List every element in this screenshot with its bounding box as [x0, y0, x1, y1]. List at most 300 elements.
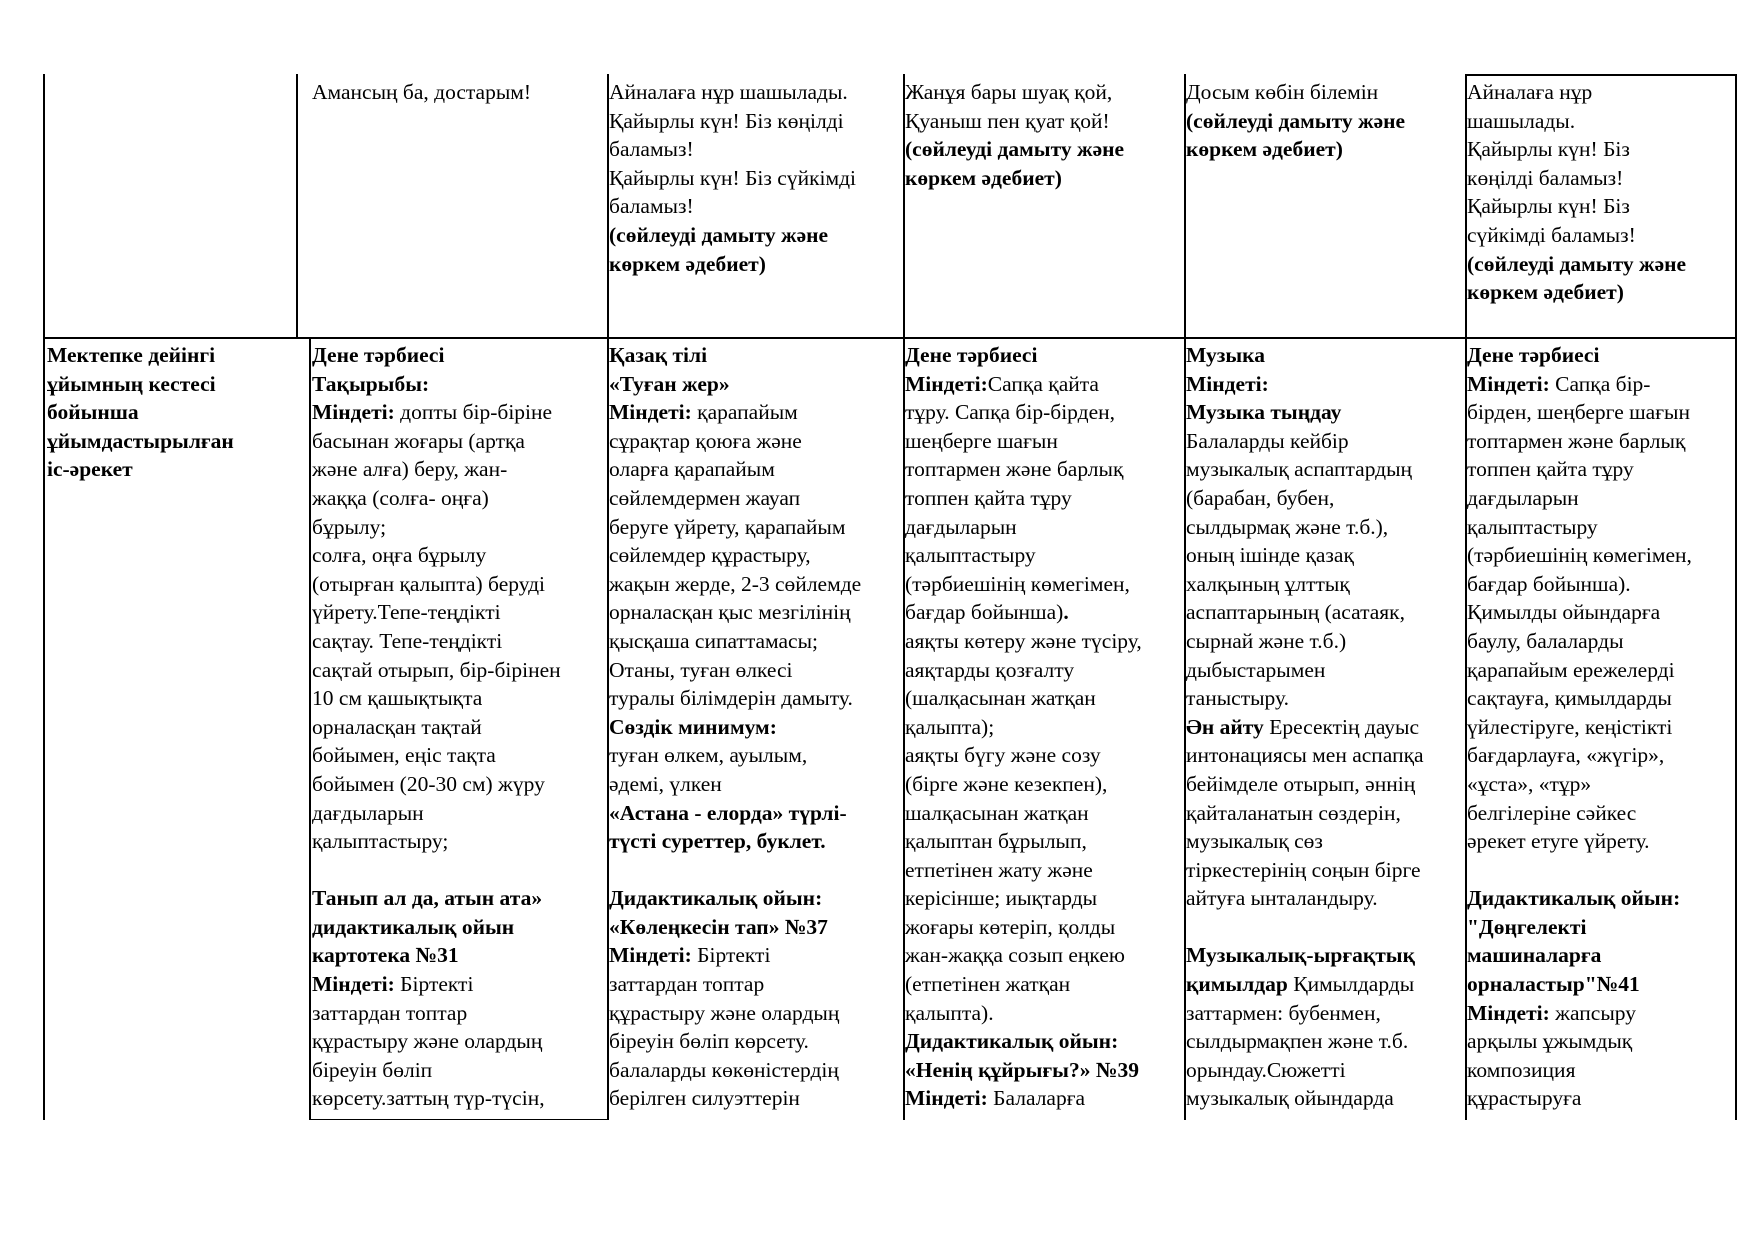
text-line	[905, 856, 1183, 885]
text: бойымен, еңіс тақта	[312, 743, 496, 768]
bold-text: көркем әдебиет)	[1186, 137, 1343, 162]
text-line	[609, 913, 902, 942]
bold-text: (сөйлеуді дамыту және	[905, 137, 1125, 162]
text-line	[47, 455, 305, 484]
text: жоғары көтеріп, қолды	[905, 914, 1116, 939]
bold-text: Дене тәрбиесі	[312, 343, 445, 367]
text-line	[312, 884, 605, 913]
text: үйлестіруге, кеңістікті	[1467, 714, 1673, 739]
text-line	[1186, 513, 1464, 542]
bold-text: көркем әдебиет)	[609, 251, 766, 276]
text: аспаптарының (асатаяк,	[1186, 600, 1405, 625]
text-line	[312, 541, 605, 570]
text-line	[1467, 484, 1734, 513]
bold-text: (сөйлеуді дамыту және	[609, 222, 829, 247]
text-line	[312, 770, 605, 799]
text: топпен қайта тұру	[1467, 457, 1634, 482]
greeting-cell-col5	[1467, 78, 1733, 307]
text-line	[905, 1027, 1183, 1056]
text: Қуаныш пен қуат қой!	[905, 108, 1110, 133]
text-line	[312, 713, 605, 742]
text-line	[1467, 684, 1734, 713]
text: қалыптастыру;	[312, 829, 449, 854]
text-line	[1467, 627, 1734, 656]
text-line	[609, 135, 901, 164]
text-line	[905, 713, 1183, 742]
text: қалыптастыру	[1467, 514, 1598, 539]
text-line	[312, 741, 605, 770]
text-line	[312, 970, 605, 999]
text-line	[609, 370, 902, 399]
text-line	[47, 370, 305, 399]
text-line	[312, 370, 605, 399]
text: көрсету.заттың түр-түсін,	[312, 1086, 545, 1111]
text-line	[1467, 221, 1733, 250]
text: сұрақтар қоюға және	[609, 428, 802, 453]
text: әдемі, үлкен	[609, 771, 722, 796]
text: (етпетінен жатқан	[905, 972, 1071, 997]
text: қайталанатын сөздерін,	[1186, 800, 1401, 825]
text-line	[609, 541, 902, 570]
text-line	[1186, 770, 1464, 799]
text: баламыз!	[609, 137, 694, 162]
bold-text: Міндеті:	[609, 400, 698, 425]
text-line	[905, 656, 1183, 685]
text-line	[905, 799, 1183, 828]
text-line	[312, 999, 605, 1028]
text-line	[312, 78, 604, 107]
row-label-organized-activity	[47, 341, 305, 484]
text-line	[1467, 741, 1734, 770]
text-line	[1467, 278, 1733, 307]
text-line	[312, 1084, 605, 1113]
text: біреуін бөліп көрсету.	[609, 1029, 809, 1054]
text-line	[312, 570, 605, 599]
text-line	[905, 341, 1183, 370]
text-line	[312, 513, 605, 542]
text-line	[1467, 713, 1734, 742]
text-line	[905, 541, 1183, 570]
text-line	[609, 513, 902, 542]
bold-text: орналастыр"№41	[1467, 972, 1640, 997]
bold-text: "Дөңгелекті	[1467, 914, 1587, 939]
bold-text: Музыкалық-ырғақтық	[1186, 943, 1415, 968]
text: музыкалық аспаптардың	[1186, 457, 1413, 482]
text-line	[1467, 799, 1734, 828]
cell-bottom-border	[309, 1119, 607, 1120]
text: Қайырлы күн! Біз	[1467, 194, 1630, 219]
text-line	[312, 1056, 605, 1085]
text-line	[609, 398, 902, 427]
text-line	[609, 164, 901, 193]
activity-cell-col3	[905, 341, 1183, 1113]
text-line	[905, 827, 1183, 856]
text-line	[1467, 250, 1733, 279]
text-line	[1186, 1056, 1464, 1085]
text-line	[905, 78, 1182, 107]
text-line	[1467, 192, 1733, 221]
text-line	[312, 484, 605, 513]
text-line	[312, 427, 605, 456]
text-line	[1186, 1027, 1464, 1056]
bold-text: Міндеті:	[609, 943, 698, 968]
text-line	[1467, 541, 1734, 570]
text: бағдар бойынша)	[905, 600, 1064, 625]
text: оларға қарапайым	[609, 457, 775, 482]
text: Сапқа қайта	[987, 371, 1099, 396]
text-line	[905, 455, 1183, 484]
bold-text: көркем әдебиет)	[1467, 280, 1624, 305]
text-line	[905, 1084, 1183, 1113]
text: сырнай және т.б.)	[1186, 628, 1347, 653]
text: дағдыларын	[905, 514, 1017, 539]
text-line	[905, 684, 1183, 713]
text: Қайырлы күн! Біз сүйкімді	[609, 165, 857, 190]
text: шашылады.	[1467, 108, 1576, 133]
text-line	[312, 341, 605, 370]
text: (бірге және кезекпен),	[905, 771, 1108, 796]
text-line	[1467, 999, 1734, 1028]
text: жан-жаққа созып еңкею	[905, 943, 1125, 968]
text-line	[905, 970, 1183, 999]
text: қалыптан бұрылып,	[905, 829, 1087, 854]
text: орындау.Сюжетті	[1186, 1057, 1346, 1082]
text-line	[1467, 398, 1734, 427]
text: оның ішінде қазақ	[1186, 543, 1354, 568]
text-line	[609, 941, 902, 970]
text-line	[1186, 656, 1464, 685]
text-line	[609, 250, 901, 279]
row-divider	[43, 337, 1737, 339]
text-line	[905, 884, 1183, 913]
text: айтуға ынталандыру.	[1186, 886, 1378, 911]
text-line	[1186, 941, 1464, 970]
bold-text: Міндеті:	[1467, 1000, 1556, 1025]
text-line	[1186, 884, 1464, 913]
greeting-cell-col1	[312, 78, 604, 107]
bold-text: (сөйлеуді дамыту және	[1186, 108, 1406, 133]
text: Қимылды ойындарға	[1467, 600, 1661, 625]
text: (барабан, бубен,	[1186, 485, 1335, 510]
text-line	[609, 1056, 902, 1085]
text: 10 см қашықтықта	[312, 686, 483, 711]
text: Айналаға нұр	[1467, 80, 1593, 104]
text-line	[609, 1027, 902, 1056]
text: музыкалық ойындарда	[1186, 1086, 1394, 1111]
text: музыкалық сөз	[1186, 829, 1323, 854]
text-line	[1467, 941, 1734, 970]
text-line	[1467, 856, 1734, 885]
text-line	[1467, 1084, 1734, 1113]
text-line	[905, 398, 1183, 427]
text: жапсыру	[1555, 1000, 1636, 1025]
column-divider-1-lower	[309, 339, 311, 1120]
bold-text: Музыка	[1186, 343, 1265, 367]
bold-text: «Көлеңкесін тап» №37	[609, 914, 828, 939]
activity-cell-col1	[312, 341, 605, 1113]
text-line	[609, 741, 902, 770]
text-line	[1186, 999, 1464, 1028]
text-line	[905, 107, 1182, 136]
text: солға, оңға бұрылу	[312, 543, 487, 568]
text-line	[609, 856, 902, 885]
bold-text: ұйымдастырылған	[47, 428, 234, 453]
bold-text: Музыка тыңдау	[1186, 400, 1342, 425]
text-line	[1467, 656, 1734, 685]
text-line	[609, 221, 901, 250]
text: туралы білімдерін дамыту.	[609, 686, 853, 711]
table-left-border	[43, 74, 45, 1120]
text: берілген силуэттерін	[609, 1086, 800, 1111]
text: аяқты көтеру және түсіру,	[905, 628, 1142, 653]
text-line	[312, 856, 605, 885]
text-line	[1467, 884, 1734, 913]
text-line	[905, 913, 1183, 942]
bold-text: Міндеті:	[312, 400, 401, 425]
text: дағдыларын	[312, 800, 424, 825]
text-line	[1186, 627, 1464, 656]
text-line	[1467, 107, 1733, 136]
bold-text: көркем әдебиет)	[905, 165, 1062, 190]
bold-text: Тақырыбы:	[312, 371, 430, 396]
text-line	[312, 627, 605, 656]
text-line	[609, 827, 902, 856]
text-line	[1467, 827, 1734, 856]
text-line	[905, 135, 1182, 164]
text: арқылы ұжымдық	[1467, 1029, 1633, 1054]
text: қарапайым	[697, 400, 798, 425]
text-line	[1467, 913, 1734, 942]
text-line	[609, 107, 901, 136]
text-line	[1186, 78, 1463, 107]
text-line	[609, 799, 902, 828]
text: балаларды көкөністердің	[609, 1057, 839, 1082]
text-line	[609, 78, 901, 107]
bold-text: түсті суреттер, буклет.	[609, 829, 826, 854]
text: туған өлкем, ауылым,	[609, 743, 808, 768]
text-line	[609, 770, 902, 799]
text: Біртекті	[697, 943, 771, 968]
text: халқының ұлттық	[1186, 571, 1350, 596]
text-line	[609, 656, 902, 685]
bold-text: бойынша	[47, 400, 139, 425]
text: бейімделе отырып, әннің	[1186, 771, 1416, 796]
bold-text: «Туған жер»	[609, 371, 730, 396]
text-line	[1467, 513, 1734, 542]
bold-text: іс-әрекет	[47, 457, 133, 482]
text: заттармен: бубенмен,	[1186, 1000, 1381, 1025]
text-line	[1186, 541, 1464, 570]
text-line	[609, 713, 902, 742]
text-line	[1186, 856, 1464, 885]
text-line	[1467, 78, 1733, 107]
text: (тәрбиешінің көмегімен,	[1467, 543, 1692, 568]
text: Қайырлы күн! Біз	[1467, 137, 1630, 162]
bold-text: Міндеті:	[1467, 371, 1556, 396]
text-line	[1467, 370, 1734, 399]
bold-text: Міндеті:	[312, 972, 401, 997]
text: керісінше; иықтарды	[905, 886, 1098, 911]
text-line	[905, 770, 1183, 799]
text: топтармен және барлық	[905, 457, 1124, 482]
text: аяқты бүгу және созу	[905, 743, 1101, 768]
text-line	[1186, 741, 1464, 770]
text: заттардан топтар	[312, 1000, 468, 1025]
text: біреуін бөліп	[312, 1057, 433, 1082]
text: Қайырлы күн! Біз көңілді	[609, 108, 844, 133]
text: белгілеріне сәйкес	[1467, 800, 1637, 825]
text-line	[905, 598, 1183, 627]
text-line	[312, 684, 605, 713]
text: дыбыстарымен	[1186, 657, 1326, 682]
text: қалыптастыру	[905, 543, 1036, 568]
text: сөйлемдер құрастыру,	[609, 543, 811, 568]
bold-text: Міндеті:	[905, 371, 988, 396]
text-line	[1186, 827, 1464, 856]
text: сақтау. Тепе-теңдікті	[312, 628, 503, 653]
greeting-cell-col4	[1186, 78, 1463, 164]
text-line	[905, 1056, 1183, 1085]
bold-text: Мектепке дейінгі	[47, 343, 216, 367]
text: әрекет етуге үйрету.	[1467, 829, 1650, 854]
text: (отырған қалыпта) беруді	[312, 571, 546, 596]
text-line	[312, 913, 605, 942]
table-top-border	[1465, 74, 1737, 76]
text: топтармен және барлық	[1467, 428, 1686, 453]
text-line	[1186, 570, 1464, 599]
text: тіркестерінің соңын бірге	[1186, 857, 1421, 882]
text: қарапайым ережелерді	[1467, 657, 1675, 682]
text: Қимылдарды	[1293, 972, 1415, 997]
text-line	[1467, 455, 1734, 484]
text-line	[905, 941, 1183, 970]
table-right-border	[1735, 74, 1737, 1120]
text-line	[905, 627, 1183, 656]
text: (шалқасынан жатқан	[905, 686, 1096, 711]
text-line	[1467, 570, 1734, 599]
text: басынан жоғары (артқа	[312, 428, 525, 453]
text-line	[609, 884, 902, 913]
text-line	[609, 570, 902, 599]
bold-text: «Ненің құйрығы?» №39	[905, 1057, 1139, 1082]
text: қысқаша сипаттамасы;	[609, 628, 818, 653]
text-line	[47, 341, 305, 370]
text: сақтауға, қимылдарды	[1467, 686, 1672, 711]
text: және алға) беру, жан-	[312, 457, 508, 482]
text: Ересектің дауыс	[1269, 714, 1420, 739]
text-line	[47, 398, 305, 427]
text-line	[905, 513, 1183, 542]
text: «ұста», «тұр»	[1467, 771, 1592, 796]
text: құрастыруға	[1467, 1086, 1582, 1111]
bold-text: Дидактикалық ойын:	[609, 886, 823, 911]
bold-text: .	[1063, 600, 1069, 625]
text-line	[1467, 1056, 1734, 1085]
text-line	[312, 598, 605, 627]
bold-text: машиналарға	[1467, 943, 1602, 968]
text-line	[1467, 135, 1733, 164]
text-line	[905, 999, 1183, 1028]
greeting-cell-col2	[609, 78, 901, 278]
text-line	[1186, 713, 1464, 742]
text-line	[609, 1084, 902, 1113]
text: құрастыру және олардың	[312, 1029, 543, 1054]
text: баулу, балаларды	[1467, 628, 1624, 653]
text-line	[1186, 684, 1464, 713]
bold-text: Сөздік минимум:	[609, 714, 777, 739]
bold-text: Дидактикалық ойын:	[1467, 886, 1681, 911]
text-line	[1186, 970, 1464, 999]
bold-text: Қазақ тілі	[609, 343, 708, 367]
text-line	[905, 164, 1182, 193]
text: заттардан топтар	[609, 972, 765, 997]
text-line	[312, 799, 605, 828]
text: шеңберге шағын	[905, 428, 1058, 453]
text: етпетінен жату және	[905, 857, 1093, 882]
bold-text: дидактикалық ойын	[312, 914, 515, 939]
text: Сапқа бір-	[1555, 371, 1651, 396]
text: жаққа (солға- оңға)	[312, 485, 489, 510]
activity-cell-col5	[1467, 341, 1734, 1113]
text-line	[905, 741, 1183, 770]
text-line	[609, 455, 902, 484]
text: аяқтарды қозғалту	[905, 657, 1075, 682]
text: Досым көбін білемін	[1186, 80, 1379, 104]
text-line	[1186, 913, 1464, 942]
text-line	[312, 1027, 605, 1056]
bold-text: ұйымның кестесі	[47, 371, 216, 396]
bold-text: «Астана - елорда» түрлі-	[609, 800, 847, 825]
text-line	[312, 656, 605, 685]
text: интонациясы мен аспапқа	[1186, 743, 1424, 768]
text-line	[609, 192, 901, 221]
text: сылдырмақпен және т.б.	[1186, 1029, 1409, 1054]
text-line	[905, 370, 1183, 399]
text-line	[609, 341, 902, 370]
text-line	[1186, 799, 1464, 828]
text: допты бір-біріне	[400, 400, 553, 425]
text: Біртекті	[400, 972, 474, 997]
text: топпен қайта тұру	[905, 485, 1072, 510]
text: бағдар бойынша).	[1467, 571, 1631, 596]
text: көңілді баламыз!	[1467, 165, 1624, 190]
text-line	[1467, 341, 1734, 370]
text-line	[609, 427, 902, 456]
text: бірден, шеңберге шағын	[1467, 400, 1690, 425]
activity-cell-col2	[609, 341, 902, 1113]
text-line	[609, 627, 902, 656]
text: сылдырмақ және т.б.),	[1186, 514, 1389, 539]
bold-text: Міндеті:	[1186, 371, 1269, 396]
bold-text: картотека №31	[312, 943, 459, 968]
text: бағдарлауға, «жүгір»,	[1467, 743, 1665, 768]
text-line	[1186, 427, 1464, 456]
text-line	[1186, 370, 1464, 399]
bold-text: Ән айту	[1186, 714, 1270, 739]
text-line	[1467, 1027, 1734, 1056]
text: таныстыру.	[1186, 686, 1289, 711]
text-line	[609, 598, 902, 627]
text-line	[1186, 341, 1464, 370]
text: сүйкімді баламыз!	[1467, 222, 1636, 247]
text-line	[1467, 970, 1734, 999]
text: жақын жерде, 2-3 сөйлемде	[609, 571, 862, 596]
bold-text: қимылдар	[1186, 972, 1294, 997]
text-line	[1467, 770, 1734, 799]
text-line	[312, 827, 605, 856]
text-line	[609, 484, 902, 513]
text: қалыпта).	[905, 1000, 994, 1025]
